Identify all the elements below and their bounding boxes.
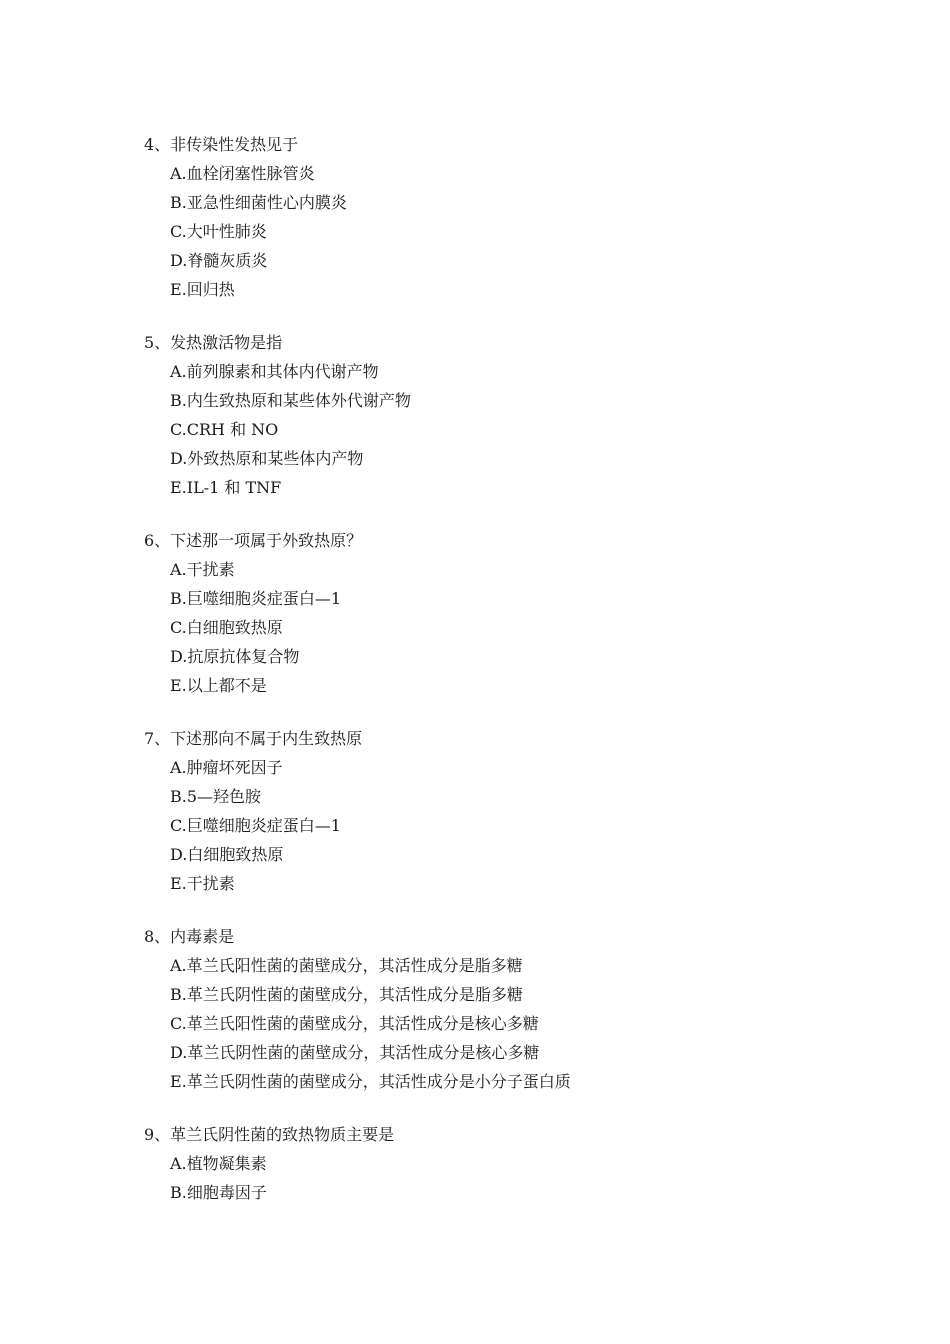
option-b: B.细胞毒因子	[170, 1183, 267, 1202]
option-d: D.革兰氏阴性菌的菌壁成分，其活性成分是核心多糖	[170, 1043, 540, 1062]
option-a: A.血栓闭塞性脉管炎	[170, 164, 315, 183]
question-6	[144, 526, 844, 700]
option-a: A.干扰素	[170, 560, 235, 579]
question-stem: 7、下述那向不属于内生致热原	[144, 729, 363, 748]
question-stem: 8、内毒素是	[144, 927, 235, 946]
option-a: A.前列腺素和其体内代谢产物	[170, 362, 379, 381]
question-stem: 9、革兰氏阴性菌的致热物质主要是	[144, 1125, 395, 1144]
question-7	[144, 724, 844, 898]
option-e: E.以上都不是	[170, 676, 267, 695]
option-e: E.干扰素	[170, 874, 235, 893]
option-b: B.巨噬细胞炎症蛋白—1	[170, 589, 342, 608]
option-c: C.大叶性肺炎	[170, 222, 267, 241]
option-d: D.抗原抗体复合物	[170, 647, 300, 666]
option-e: E.回归热	[170, 280, 235, 299]
option-c: C.巨噬细胞炎症蛋白—1	[170, 816, 341, 835]
option-a: A.植物凝集素	[170, 1154, 267, 1173]
question-5	[144, 328, 844, 502]
option-c: C.CRH 和 NO	[170, 420, 279, 439]
option-a: A.革兰氏阳性菌的菌壁成分，其活性成分是脂多糖	[170, 956, 523, 975]
option-a: A.肿瘤坏死因子	[170, 758, 283, 777]
option-c: C.革兰氏阳性菌的菌壁成分，其活性成分是核心多糖	[170, 1014, 539, 1033]
option-d: D.白细胞致热原	[170, 845, 284, 864]
question-list	[144, 130, 844, 1231]
option-b: B.革兰氏阴性菌的菌壁成分，其活性成分是脂多糖	[170, 985, 523, 1004]
question-4	[144, 130, 844, 304]
question-9	[144, 1120, 844, 1207]
option-b: B.内生致热原和某些体外代谢产物	[170, 391, 411, 410]
option-b: B.亚急性细菌性心内膜炎	[170, 193, 347, 212]
question-stem: 4、非传染性发热见于	[144, 135, 299, 154]
question-stem: 6、下述那一项属于外致热原？	[144, 531, 363, 550]
question-stem: 5、发热激活物是指	[144, 333, 283, 352]
option-d: D.脊髓灰质炎	[170, 251, 268, 270]
option-e: E.IL-1 和 TNF	[170, 478, 282, 497]
option-c: C.白细胞致热原	[170, 618, 283, 637]
option-d: D.外致热原和某些体内产物	[170, 449, 364, 468]
option-b: B.5—羟色胺	[170, 787, 262, 806]
option-e: E.革兰氏阴性菌的菌壁成分，其活性成分是小分子蛋白质	[170, 1072, 571, 1091]
question-8	[144, 922, 844, 1096]
